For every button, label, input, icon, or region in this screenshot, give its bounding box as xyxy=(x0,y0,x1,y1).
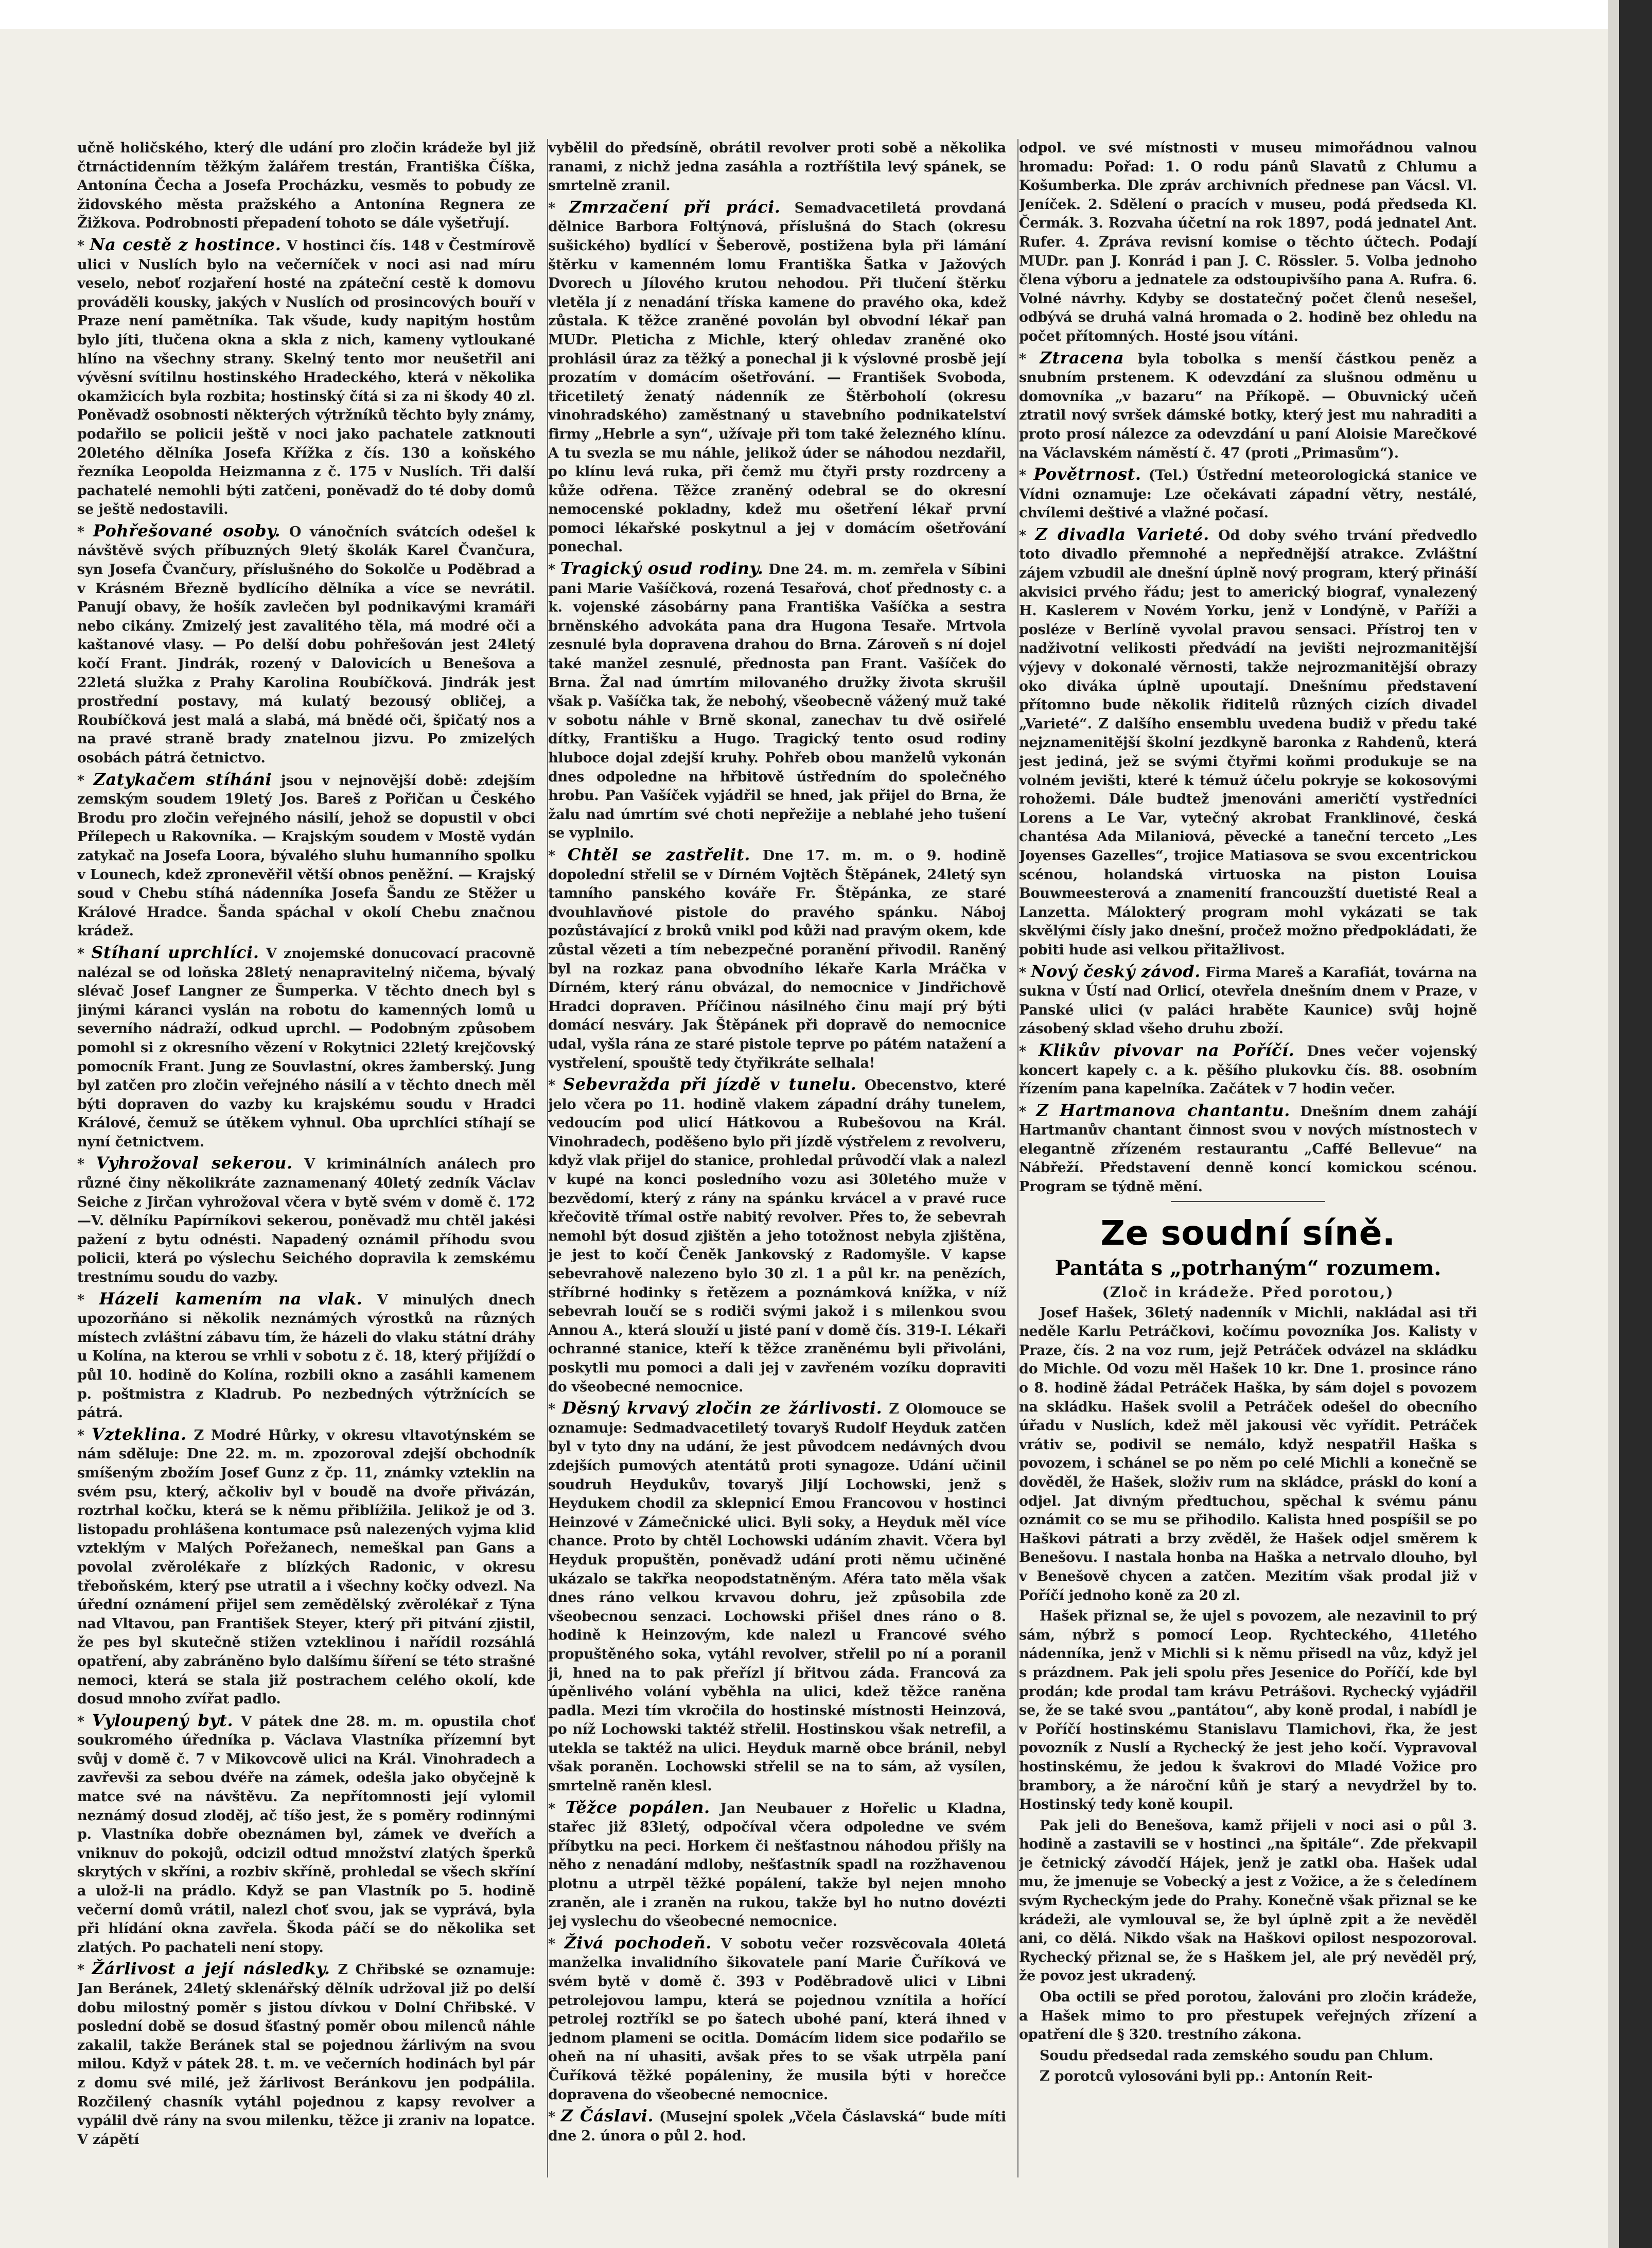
news-body: Dnes večer vojenský koncert kapely c. a k. pěšího plukovku čís. 88. osobním řízením pana kapelníka. Začátek v 7 hodin večer. xyxy=(1019,1043,1477,1097)
news-headline: Děsný krvavý zločin ze žárlivosti. xyxy=(562,1398,883,1418)
news-body: odpol. ve své místnosti v museu mimořádnou valnou hromadu: Pořad: 1. O rodu pánů Slavatů z Chlumu a Košumberka. Dle zpráv archivních přednese pan Vácsl. Vl. Jeníček. 2. Sdělení o pracích v museu, podá předseda Kl. Čermák. 3. Rozvaha účetní na rok 1897, podá jednatel Ant. Rufer. 4. Zpráva revisní komise o těchto účtech. Podají MUDr. pan J. Konrád i pan J. C. Rössler. 5. Volba jednoho člena výboru a jednatele za odstoupivšího pana A. Rufra. 6. Volné návrhy. Kdyby se dostatečný počet členů nesešel, odbývá se druhá valná hromada o 2. hodině bez ohledu na počet přítomných. Hosté jsou vítáni. xyxy=(1019,140,1477,344)
item-bullet: * xyxy=(548,200,570,216)
news-item xyxy=(1019,465,1477,523)
news-item xyxy=(77,943,535,1152)
news-body: byla tobolka s menší částkou peněz a snubním prstenem. K odevzdání za slušnou odměnu u domovníka „v bazaru“ na Příkopě. — Obuvnický učeň ztratil nový svršek dámské botky, který jest mu nahraditi a proto prosí nálezce za odevzdání u paní Aloisie Marečkové na Václavském náměstí č. 47 (proti „Primasům“). xyxy=(1019,351,1477,461)
news-item xyxy=(1019,962,1477,1039)
news-headline: Z divadla Varieté. xyxy=(1035,524,1209,544)
item-bullet: * xyxy=(1019,1103,1036,1120)
news-item xyxy=(77,1959,535,2149)
news-body: (Musejní spolek „Včela Čáslavská“ bude míti dne 2. února o půl 2. hod. xyxy=(548,2109,1006,2144)
news-headline: Na cestě z hostince. xyxy=(90,234,282,254)
court-paragraph: Pak jeli do Benešova, kamž přijeli v noci asi o půl 3. hodině a zastavili se v hostinci „na špitále“. Zde překvapil je četnický závodčí Hájek, jenž je zatkl oba. Hašek udal mu, že jmenuje se Vobecký a jest z Vožice, a že s čeledínem svým Rycheckým jede do Prahy. Konečně však přiznal se ke krádeži, ale vymlouval se, že byl úplně zpit a že nevěděl ani, co dělá. Nikdo však na Haškovi opilost nespozoroval. Rychecký přiznal se, že s Haškem jel, ale prý nevěděl prý, že povoz jest ukradený. xyxy=(1019,1817,1477,1984)
news-headline: Klikův pivovar na Poříčí. xyxy=(1038,1040,1295,1060)
column-2 xyxy=(548,139,1006,2188)
news-headline: Žárlivost a její následky. xyxy=(92,1959,330,1979)
news-headline: Vzteklina. xyxy=(91,1424,187,1444)
item-bullet: * xyxy=(77,524,93,540)
section-divider xyxy=(1171,1201,1325,1202)
news-item xyxy=(548,139,1006,196)
court-paragraph: Josef Hašek, 36letý nadenník v Michli, nakládal asi tři neděle Karlu Petráčkovi, kočímu povozníka Jos. Kalisty v Praze, čís. 2 na voz rum, jejž Petráček odvázel na skládku do Michle. Od vozu měl Hašek 10 kr. Dne 1. prosince ráno o 8. hodině žádal Petráček Haška, by sám dojel s povozem na skládku. Hašek svolil a Petráček odešel do obecního úřadu v Nuslích, kdež měl jakousi věc vyřídit. Petráček vrátiv se, podivil se nemálo, když nespatřil Haška s povozem, i schánel se po něm po celé Michli a konečně se dověděl, že Hašek, složiv rum na skládce, práskl do koní a odjel. Jat divným předtuchou, spěchal k svému pánu oznámit co se mu se přihodilo. Kalista hned pospíšil se po Haškovi pátrati a brzy zvěděl, že Hašek odjel směrem k Benešovu. I nastala honba na Haška a netrvalo dlouho, byl v Benešově chycen a zatčen. Mezitím však prodal již v Poříčí jednoho koně za 20 zl. xyxy=(1019,1304,1477,1604)
court-paragraph: Hašek přiznal se, že ujel s povozem, ale nezavinil to prý sám, nýbrž s pomocí Leop. Rychteckého, 41letého nádenníka, jenž v Michli si k němu přisedl na vůz, když jel s prázdnem. Pak jeli spolu přes Jesenice do Poříčí, kde byl prodán; kde prodal tam krávu Petrášovi. Rychecký vyjádřil se, že se také svou „pantátou“, aby koně prodal, i nabídl je v Poříčí hostinskému Stanislavu Tlamichovi, řka, že jest povozník z Nuslí a Rychecký že jest jeho kočí. Vypravoval hostinskému, že jedou k švakrovi do Mladé Vožice pro brambory, a že nároční kůň je starý a nevydržel by to. Hostinský tedy koně koupil. xyxy=(1019,1608,1477,1813)
news-body: V minulých dnech upozorňáno si několik neznámých výrostků na různých místech zvláštní zábavu tím, že házeli do vlaku státní dráhy u Kolína, na kterou se vrhli v sobotu z č. 18, který přijíždí o půl 10. hodině do Kolína, rozbili okno a zasáhli kamenem p. poštmistra z Kladrub. Po nezbedných výtržnících se pátrá. xyxy=(77,1292,535,1421)
news-body: V pátek dne 28. m. m. opustila choť soukromého úředníka p. Václava Vlastníka přízemní byt svůj v domě č. 7 v Mikovcově ulici na Král. Vinohradech a zavřevši za sebou dvéře na zámek, odešla jako obyčejně k matce své na návštěvu. Za nepřítomnosti její vylomil neznámý dosud zloděj, ač tíšo jest, že s poměry rodinnými p. Vlastníka dobře obeznámen byl, zámek ve dveřích a vniknuv do pokojů, odcizil odtud množství zlatých šperků skrytých v skříni, a rozbiv skříně, prohledal se všech skříní a ulož-li na prádlo. Když se pan Vlastník po 5. hodině večerní domů vrátil, nalezl choť svou, jak se vyprává, byla při hlídání okna zavřela. Škoda páčí se do několika set zlatých. Po pachateli není stopy. xyxy=(77,1713,535,1956)
news-headline: Ztracena xyxy=(1040,347,1124,368)
news-item xyxy=(548,1399,1006,1796)
news-body: Z Chřibské se oznamuje: Jan Beránek, 24letý sklenářský dělník udržoval již po delší dobu milostný poměr s jistou dívkou v Dolní Chřibské. V poslední době se dosud šťastný poměr obou milenců náhle zakalil, takže Beránek stal se pojednou žárlivým na svou milou. Když v pátek 28. t. m. ve večerních hodinách byl pár z domu své milé, jež žárlivost Beránkovu jen podpálila. Rozčilený chasník vytáhl pojednou z kapsy revolver a vypálil dvě rány na svou milenku, těžce ji zraniv na lopatce. V zápětí xyxy=(77,1962,535,2148)
news-body: Dnešním dnem zahájí Hartmanův chantant činnost svou v nových místnostech v elegantně zřízeném restaurantu „Caffé Bellevue“ na Nábřeží. Představení denně koncí komickou scénou. Program se týdně mění. xyxy=(1019,1103,1477,1195)
item-bullet: * xyxy=(1019,527,1035,544)
newspaper-page xyxy=(77,139,1477,2188)
news-body: Od doby svého trvání předvedlo toto divadlo přemnohé a nepřednější atrakce. Zvláštní zájem vzbudil ale dnešní úplně nový program, který přináší akvisici prvého řádu; jest to americký biograf, vynalezený H. Kaslerem v Novém Yorku, jenž v Londýně, v Paříži a posléze v Berlíně vyvolal pravou sensaci. Přístroj ten v nadživotní velikosti předvádí na jevišti nejrozmanitější výjevy v dokonalé věrnosti, takže nejrozmanitější obrazy oko diváka úplně upoutají. Dnešnímu představení přítomno bude několik řiditelů různých cizích divadel „Varieté“. Z dalšího ensemblu uvedena budiž v předu také nejznamenitější školní jezdkyně baronka z Rahdenů, která jest jediná, jež se svými čtyřmi koňmi produkuje se na volném jevišti, které k témuž účelu pokryje se kokosovými rohožemi. Dále budtež jmenováni američtí vystředníci Lorens a Le Var, vytečný akrobat Franklinové, česká chantésa Ada Milaniová, pěvecké a taneční terceto „Les Joyenses Gazelles“, trojice Matiasova se svou excentrickou scénou, holandská virtuoska na piston Louisa Bouwmeesterová a znamenití francouzští duetisté Real a Lanzetta. Málokterý program mohl vykázati se tak skvělými čísly jako dnešní, pročež možno předpokládati, že pobiti hude asi velkou přitažlivost. xyxy=(1019,527,1477,958)
item-bullet: * xyxy=(77,1427,92,1443)
news-body: V znojemské donucovací pracovně nalézal se od loňska 28letý nenapravitelný ničema, bývalý slévač Josef Langner ze Šumperka. V těchto dnech byl s jinými káranci vyslán na robotu do kamenných lomů u severního nádraží, odkud uprchl. — Podobným způsobem pomohl si z okresního vězení v Rokytnici 22letý krejčovský pomocník Frant. Jung ze Souvlastní, okres žamberský. Jung byl zatčen pro zločin veřejného násilí a v těchto dnech měl býti dopraven do vazby ku krajskému soudu v Hradci Králové, čemuž se útěkem vyhnul. Oba uprchlíci stíhají se nyní četnictvem. xyxy=(77,945,535,1150)
news-item xyxy=(548,198,1006,557)
item-bullet: * xyxy=(1019,1043,1039,1059)
news-body: O vánočních svátcích odešel k návštěvě svých příbuzných 9letý školák Karel Čvančura, syn Josefa Čvančury, příslušného do Sokolče u Poděbrad a v Krásném Březně bydlícího dělníka a více se nevrátil. Panují obavy, že hošík zavlečen byl podnikavými kramáři nebo cikány. Zmizelý jest zavalitého těla, má modré oči a kaštanové vlasy. — Po delší dobu pohřešován jest 24letý kočí Frant. Jindrák, rozený v Dalovicích u Benešova a 22letá služka z Prahy Karolina Roubíčková. Jindrák jest prostřední postavy, má kulatý bezousý obličej, a Roubíčková jest malá a slabá, má bnědé oči, špičatý nos a na pravé straně brady znatelnou jizvu. Po zmizelých osobách pátrá četnictvo. xyxy=(77,524,535,766)
news-body: V sobotu večer rozsvěcovala 40letá manželka invalidního šikovatele paní Marie Čuříková ve svém bytě v domě č. 393 v Poděbradově ulici v Libni petrolejovou lampu, která se pojednou vznítila a hořící petrolej roztříkl se po šatech ubohé paní, která ihned v jednom plameni se ocitla. Domácím lidem sice podařilo se oheň na ní uhasiti, avšak přes to se však utrpěla paní Čuříková těžké popáleniny, že musila býti v horečce dopravena do všeobecné nemocnice. xyxy=(548,1936,1006,2103)
news-item xyxy=(548,845,1006,1073)
news-body: V hostinci čís. 148 v Čestmírově ulici v Nuslích bylo na večerníček v noci asi nad míru veselo, neboť rozjaření hosté na zpáteční cestě k domovu prováděli kousky, jakých v Nuslích od prosincových bouří v Praze není pamětníka. Tak všude, kudy napitým hostům bylo jíti, tlučena okna a skla z nich, kameny vytloukané hlíno na všechny strany. Skelný tento mor neušetřil ani vývěsní svítilnu hostinského Hradeckého, která v několika okamžicích byla rozbita; hostinský čítá si za ni škody 40 zl. Poněvadž osobnosti některých výtržníků těchto byly známy, podařilo se policii ještě v noci jako pachatele zatknouti 20letého dělníka Josefa Křížka z čís. 130 a koňského řezníka Leopolda Heizmanna z č. 175 v Nuslích. Tři další pachatelé nemohli býti zatčeni, poněvadž do té doby domů se ještě nedostavili. xyxy=(77,237,535,518)
news-headline: Vyhrožoval sekerou. xyxy=(96,1153,293,1173)
news-body: V kriminálních análech pro různé činy několikráte zaznamenaný 40letý zedník Václav Seiche z Jirčan vyhrožoval včera v bytě svém v domě č. 172—V. dělníku Papírníkovi sekerou, poněvadž mu chtěl jakési pažení z bytu odnésti. Napadený oznámil příhodu svou policii, která po výslechu Seichého dopravila k zemskému trestnímu soudu do vazby. xyxy=(77,1156,535,1286)
court-paragraph: Z porotců vylosováni byli pp.: Antonín Reit- xyxy=(1040,2068,1373,2085)
news-headline: Z Hartmanova chantantu. xyxy=(1036,1100,1290,1120)
news-item xyxy=(1019,1101,1477,1197)
item-bullet: * xyxy=(548,562,560,578)
news-headline: Vyloupený byt. xyxy=(92,1710,234,1730)
item-bullet: * xyxy=(77,945,92,962)
news-item xyxy=(77,770,535,941)
item-bullet: * xyxy=(1019,467,1034,484)
news-body: Semadvacetiletá provdaná dělnice Barbora Foltýnová, příslušná do Stach (okresu sušického) bydlící v Šeberově, postižena byla při lámání štěrku v kamenném lomu Františka Šatka v Jažových Dvorech u Jílového krutou nehodou. Při tlučení štěrku vletěla jí z nenadání tříska kamene do pravého oka, kdež zůstala. K těžce zraněné povolán byl obvodní lékař pan MUDr. Pleticha z Michle, který ohledav zraněné oko prohlásil úraz za těžký a ponechal ji k výslovné prosbě její prozatím v domácím ošetřování. — František Svoboda, třicetiletý ženatý nádenník ze Štěrboholí (okresu vinohradského) zaměstnaný u stavebního podnikatelství firmy „Hebrle a syn“, užívaje při tom také železného klínu. A tu svezla se mu náhle, jelikož úder se náhodou nezdařil, po klínu levá ruka, při čemž mu čtyři prsty rozdrceny a kůže odřena. Těžce zraněný odebral se do okresní nemocenské pokladny, kdež mu ošetření lékař první pomoci lékařské poskytnul a jej v domácím ošetřování ponechal. xyxy=(548,200,1006,555)
news-headline: Zmrzačení při práci. xyxy=(569,197,781,217)
item-bullet: * xyxy=(548,1077,564,1094)
item-bullet: * xyxy=(1019,351,1040,367)
news-body: jsou v nejnovější době: zdejším zemským soudem 19letý Jos. Bareš z Pořičan u Českého Brodu pro zločin veřejného násilí, jehož se dopustil v obci Přílepech u Rakovníka. — Krajským soudem v Mostě vydán zatykač na Josefa Loora, bývalého sluhu humanního spolku v Lounech, kdež zpronevěřil větší obnos peněžní. — Krajský soud v Chebu stíhá nádenníka Josefa Šandu ze Stěžer u Králové Hradce. Šanda spáchal v okolí Chebu značnou krádež. xyxy=(77,772,535,939)
scan-right-edge xyxy=(1619,0,1652,2248)
news-item xyxy=(77,1711,535,1958)
news-item xyxy=(77,1154,535,1287)
news-headline: Házeli kamením na vlak. xyxy=(99,1288,363,1309)
news-headline: Zatykačem stíháni xyxy=(93,769,272,789)
item-bullet: * xyxy=(77,1713,92,1730)
item-bullet: * xyxy=(77,1292,99,1308)
news-item xyxy=(1019,525,1477,960)
news-headline: Stíhaní uprchlíci. xyxy=(91,942,259,962)
news-body: učně holičského, který dle udání pro zločin krádeže byl již čtrnáctidenním těžkým žalářem trestán, Františka Číška, Antonína Čecha a Josefa Procházku, vesměs to pobudy ze židovského města pražského a Antonína Regnera ze Žižkova. Podrobnosti přepadení tohoto se dále vyšetřují. xyxy=(77,140,535,232)
news-item xyxy=(77,1425,535,1709)
court-article-title: Pantáta s „potrhaným“ rozumem. xyxy=(1055,1256,1442,1280)
item-bullet: * xyxy=(77,1962,92,1978)
news-item xyxy=(77,1289,535,1423)
court-paragraph: Oba octili se před porotou, žalováni pro zločin krádeže, a Hašek mimo to pro přestupek veřejných zřízení a opatření dle § 320. trestního zákona. xyxy=(1019,1989,1477,2043)
news-item xyxy=(548,1075,1006,1397)
section-title: Ze soudní síně. xyxy=(1100,1213,1396,1253)
item-bullet: * xyxy=(548,1936,565,1952)
news-headline: Nový český závod. xyxy=(1031,961,1201,981)
news-item xyxy=(1019,1041,1477,1099)
news-item xyxy=(548,559,1006,843)
news-item xyxy=(77,235,535,519)
news-item xyxy=(1019,139,1477,346)
news-body: Z Modré Hůrky, v okresu vltavotýnském se nám sděluje: Dne 22. m. m. zpozoroval zdejší obchodník smíšeným zbožím Josef Gunz z čp. 11, známky vzteklin na svém psu, který, ačkoliv byl v boudě na dvoře přivázán, roztrhal kočku, která se k němu přiblížila. Jelikož je od 3. listopadu prohlášena kontumace psů nalezených vyjma klid vzteklým v Malých Pořežanech, nemeškal pan Gans a povolal zvěrolékaře z blízkých Radonic, v okresu třeboňském, který pse utratil a i všechny kočky odvezl. Na úřední oznámení přijel sem zemědělský zvěrolékař z Týna nad Vltavou, pan František Steyer, který při pitvání zjistil, že pes byl skutečně stižen vzteklinou i nařídil rozsáhlá opatření, aby zabráněno bylo dalšímu šíření se této strašné nemoci, která se stala již postrachem celého okolí, kde dosud mnoho zvířat padlo. xyxy=(77,1427,535,1707)
news-body: Z Olomouce se oznamuje: Sedmadvacetiletý tovaryš Rudolf Heyduk zatčen byl v tyto dny na udání, že jest původcem nedávných dvou zdejších pumových atentátů proti synagoze. Udání učinil soudruh Heydukův, tovaryš Jiljí Lochowski, jenž s Heydukem chodil za sklepnicí Emou Francovou v hostinci Heinzové v Zámečnické ulici. Byli soky, a Heyduk měl více chance. Proto by chtěl Lochowski udáním zhavit. Včera byl Heyduk propuštěn, poněvadž udání proti němu učiněné ukázalo se takřka neopodstatněným. Aféra tato měla však dnes ráno velkou krvavou dohru, jež způsobila zde všeobecnou senzaci. Lochowski přišel dnes ráno o 8. hodině k Heinzovým, kde nalezl u Francové svého propuštěného soka, vytáhl revolver, střelil po ní a poranil ji, hned na to pak přeřízl jí břitvou záda. Francová za úpěnlivého volání vyběhla na ulici, kdež těžce raněna padla. Mezi tím vkročila do hostinské místnosti Heinzová, po níž Lochowski taktéž střelil. Hostinskou však netrefil, a utekla se taktéž na ulici. Heyduk marně obce bránil, nebyl však poraněn. Lochowski střelil se na to sám, až vysílen, smrtelně raněn klesl. xyxy=(548,1401,1006,1794)
news-body: Jan Neubauer z Hořelic u Kladna, stařec již 83letý, odpočíval včera odpoledne ve svém příbytku na peci. Horkem či nešťastnou náhodou přišly na něho z nenadání mdloby, nešťastník spadl na rozžhavenou plotnu a utrpěl těžké popálení, takže byl nejen mnoho zraněn, ale i zraněn na rukou, takže byl ho nutno dovézti jej vyslechu do všeobecné nemocnice. xyxy=(548,1800,1006,1930)
court-article-caption: (Zloč in krádeže. Před porotou,) xyxy=(1102,1283,1394,1301)
scan-top-margin xyxy=(0,0,1652,29)
item-bullet: * xyxy=(77,237,90,254)
news-body: Dne 17. m. m. o 9. hodině dopolední střelil se v Dírném Vojtěch Štěpánek, 24letý syn tamního panského kováře Fr. Štěpánka, ze staré dvouhlavňové pistole do pravého spánku. Náboj pozůstávající z broků vnikl pod kůži nad pravým okem, kde zůstal vězeti a tím nebezpečné poranění přivodil. Raněný byl na rozkaz pana obvodního lékaře Karla Mráčka v Dírném, který ránu obvázal, do nemocnice v Jindřichově Hradci dopraven. Příčinou násilného činu mají prý býti domácí nesváry. Jak Štěpánek při dopravě do nemocnice udal, vyšla rána ze staré pistole teprve po pátém natažení a vystřelení, spouště tedy čtyřikráte selhala! xyxy=(548,847,1006,1071)
news-body: Obecenstvo, které jelo včera po 11. hodině vlakem západní dráhy tunelem, vedoucím pod ulicí Hátkovou a Rubešovou na Král. Vinohradech, poděšeno bylo při jízdě výstřelem z revolveru, když vlak přijel do stanice, prohledal průvodčí vlak a nalezl v kupé na konci posledního vozu asi 30letého muže v bezvědomí, který z rány na spánku krvácel a v pravé ruce křečovitě třímal ostře nabitý revolver. Přes to, že sebevrah nemohl být dosud zjištěn a jeho totožnost nebyla zjištěna, je jest to kočí Čeněk Jankovský z Radomyšle. V kapse sebevrahově nalezeno bylo 30 zl. 1 a půl kr. na penězích, stříbrné hodinky s řetězem a poznámková knížka, v níž sebevrah loučí se s rodiči svými jakož i s milenkou svou Annou A., která slouží u jisté paní v domě čís. 319-I. Lékaři ochranné stanice, kteří k těžce zraněnému byli přivoláni, poskytli mu pomoci a dali jej v zavřeném vozíku dopraviti do všeobecné nemocnice. xyxy=(548,1077,1006,1395)
news-item xyxy=(77,521,535,768)
news-headline: Tragický osud rodiny. xyxy=(560,559,764,579)
news-headline: Pohřešované osoby. xyxy=(93,520,281,541)
news-item xyxy=(1019,348,1477,463)
news-item xyxy=(77,139,535,233)
news-item xyxy=(548,1933,1006,2104)
item-bullet: * xyxy=(548,1800,566,1817)
news-item xyxy=(548,2106,1006,2146)
news-headline: Povětrnost. xyxy=(1033,464,1141,484)
news-body: vybělil do předsíně, obrátil revolver proti sobě a několika ranami, z nichž jedna zasáhla a roztříštila levý spánek, se smrtelně zranil. xyxy=(548,140,1006,194)
item-bullet: * xyxy=(77,1156,96,1173)
item-bullet: * xyxy=(1019,964,1031,981)
news-headline: Těžce popálen. xyxy=(565,1797,710,1817)
scan-binding-shadow xyxy=(1608,0,1619,2248)
item-bullet: * xyxy=(548,1401,563,1418)
news-headline: Sebevražda při jízdě v tunelu. xyxy=(563,1074,857,1094)
court-paragraph: Soudu předsedal rada zemského soudu pan Chlum. xyxy=(1040,2047,1434,2064)
column-3 xyxy=(1019,139,1477,2188)
news-body: Firma Mareš a Karafiát, továrna na sukna v Ústí nad Orlicí, otevřela dnešním dnem v Praze, v Panské ulici (v paláci hraběte Kaunice) svůj hojně zásobený sklad všeho druhu zboží. xyxy=(1019,964,1477,1037)
news-body: (Tel.) Ústřední meteorologická stanice ve Vídni oznamuje: Lze očekávati západní větry, nestálé, chvílemi deštivé a vlažné počasí. xyxy=(1019,467,1477,521)
item-bullet: * xyxy=(77,772,94,789)
item-bullet: * xyxy=(548,2109,561,2125)
news-headline: Živá pochodeň. xyxy=(564,1932,712,1953)
column-1 xyxy=(77,139,535,2188)
news-headline: Chtěl se zastřelit. xyxy=(567,844,750,864)
news-body: Dne 24. m. m. zemřela v Síbini pani Marie Vašíčková, rozená Tesařová, choť přednosty c. a k. vojenské zásobárny pana Františka Vašíčka a sestra brněnského advokáta pana dra Hugona Tesaře. Mrtvola zesnulé byla dopravena drahou do Brna. Zároveň s ní dojel také manžel zesnulé, přednosta pan Frant. Vašíček do Brna. Žal nad úmrtím milovaného družky života skrušil však p. Vašíčka tak, že nebohý, všeobecně vážený muž také v sobotu náhle v Brně skonal, zanechav tu dvě osiřelé dítky, Františku a Hugo. Tragický tento osud rodiny hluboce dojal zdejší kruhy. Pohřeb obou manželů vykonán dnes odpoledne na hřbitově ústředním do společného hrobu. Pan Vašíček vyjádřil se hned, jak přijel do Brna, že žalu nad úmrtím své choti nepřežije a neblahé jeho tušení se vyplnilo. xyxy=(548,562,1006,842)
item-bullet: * xyxy=(548,847,568,864)
news-headline: Z Čáslavi. xyxy=(560,2106,654,2126)
news-item xyxy=(548,1798,1006,1931)
